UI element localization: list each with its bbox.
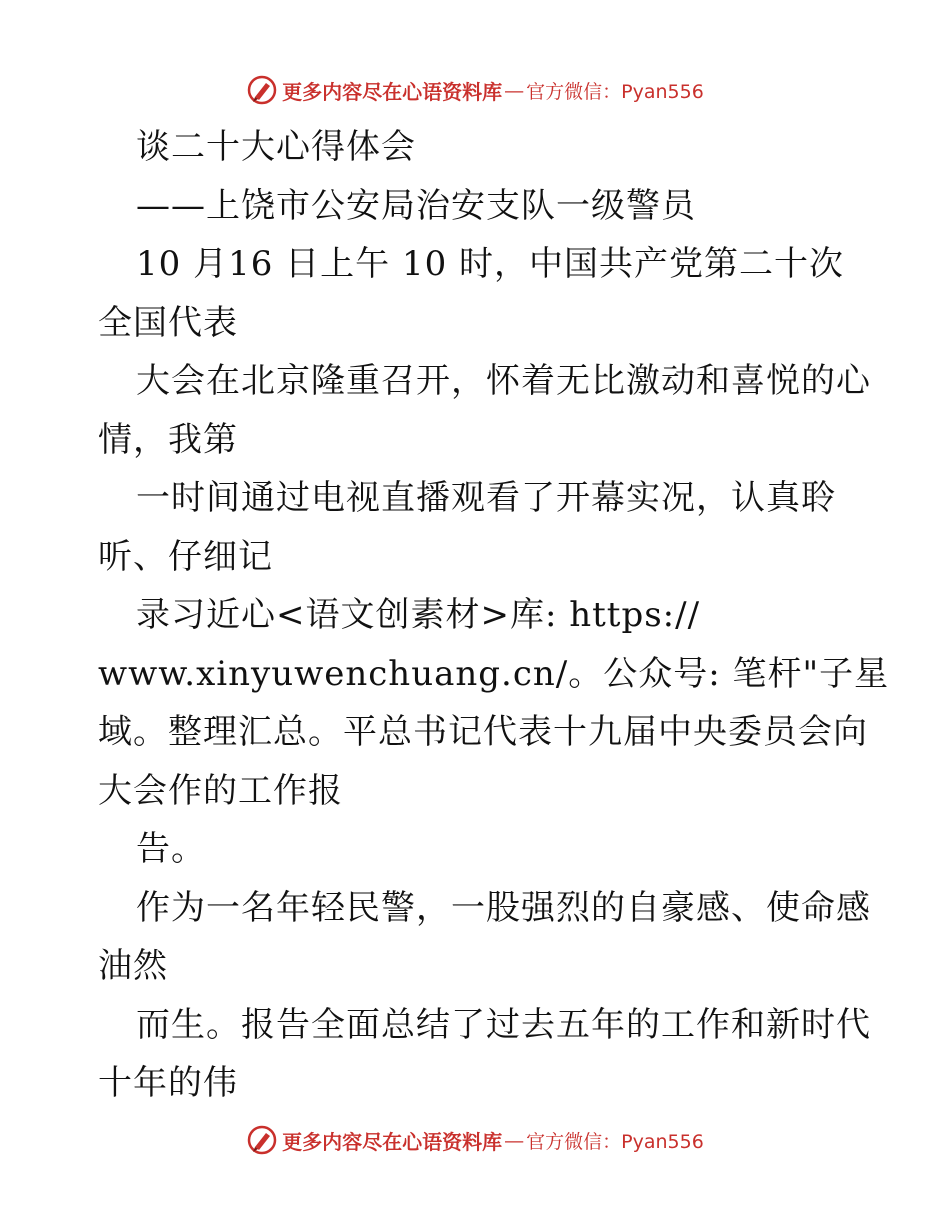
document-body: [98, 118, 890, 1113]
body-line: 十年的伟: [98, 1063, 238, 1103]
watermark-text: 更多内容尽在心语资料库: [282, 1129, 503, 1154]
body-line: 大会在北京隆重召开，怀着无比激动和喜悦的心: [136, 361, 871, 401]
body-line: 10 月16 日上午 10 时，中国共产党第二十次: [136, 244, 845, 284]
body-line: 情，我第: [98, 419, 238, 460]
watermark-wechat: 官方微信：Pyan556: [526, 1130, 704, 1153]
watermark-text: 更多内容尽在心语资料库: [282, 79, 503, 104]
doc-title: 谈二十大心得体会: [136, 127, 416, 167]
body-line: 大会作的工作报: [98, 770, 343, 811]
body-line: 而生。报告全面总结了过去五年的工作和新时代: [136, 1004, 871, 1045]
doc-subtitle: ——上饶市公安局治安支队一级警员: [136, 185, 696, 226]
footer-watermark: [0, 1120, 950, 1160]
body-line: 全国代表: [98, 302, 238, 343]
body-line: 作为一名年轻民警，一股强烈的自豪感、使命感: [136, 887, 871, 928]
watermark-dash: —: [504, 1128, 525, 1152]
watermark-wechat: 官方微信：Pyan556: [526, 80, 704, 103]
body-line: 域。整理汇总。平总书记代表十九届中央委员会向: [98, 712, 868, 752]
pen-logo-icon: [246, 74, 278, 106]
body-line: 油然: [98, 946, 168, 986]
body-line-url: www.xinyuwenchuang.cn/。公众号: 笔杆"子星: [98, 653, 890, 694]
body-line: 听、仔细记: [98, 536, 273, 577]
watermark-dash: —: [504, 78, 525, 102]
body-line: 告。: [136, 829, 206, 869]
body-line: 录习近心<语文创素材>库: https://: [136, 595, 701, 635]
pen-logo-icon: [246, 1124, 278, 1156]
body-line: 一时间通过电视直播观看了开幕实况，认真聆: [136, 478, 836, 518]
header-watermark: [0, 70, 950, 110]
